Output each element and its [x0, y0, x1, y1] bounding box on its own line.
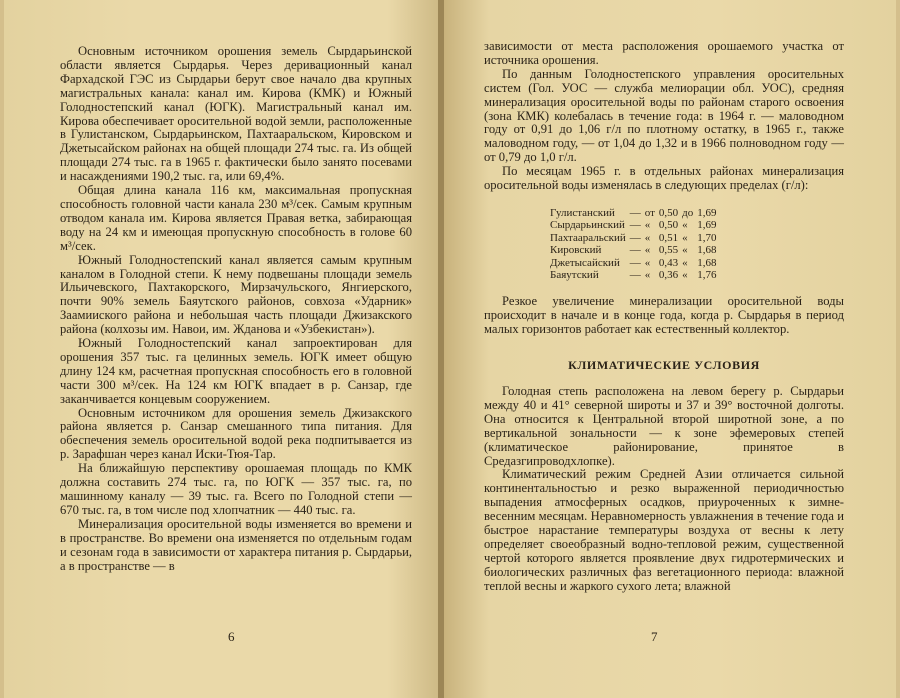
max-value: 1,69 [697, 206, 717, 219]
paragraph: Резкое увеличение минерализации оросительной воды происходит в начале и в конце года, когда р. Сырдарья в период малых горизонтов работает как естественный коллектор. [484, 294, 844, 337]
paragraph: Климатический режим Средней Азии отличается сильной континентальностью и резко выраженной периодичностью выпадения атмосферных осадков, приуроченных к зимне-весенним месяцам. Неравномерность увлажнения в течение года и быстрое нарастание температуры воздуха от весны к лету определяет своеобразный водно-тепловой режим, существенной чертой которого является проявление двух гидротермических и биологических различных фаз вегетационного периода: влажной теплой весны и жаркого сухого лета; влажной [484, 467, 844, 593]
paragraph: Основным источником для орошения земель Джизакского района является р. Санзар смешанного типа питания. Для обеспечения земель оросительной водой река подпитывается из р. Зарафшан через канал Иски-Тюя-Тар. [60, 405, 412, 462]
min-value: 0,50 [658, 219, 679, 232]
dash: — [629, 206, 641, 219]
to-word: « [682, 269, 688, 281]
min-value: 0,55 [658, 244, 679, 257]
table-row [550, 232, 721, 244]
from-word: « [644, 244, 651, 257]
paragraph: На ближайшую перспективу орошаемая площадь по КМК должна составить 274 тыс. га, по ЮГК — 357 тыс. га, по машинному каналу — 39 тыс. га. Всего по Голодной степи — 670 тыс. га, в том числе под хлопчатник — 440 тыс. га. [60, 461, 412, 517]
paragraph: По месяцам 1965 г. в отдельных районах минерализация оросительной воды изменялась в следующих пределах (г/л): [484, 164, 844, 193]
dash: — [629, 231, 641, 244]
from-word: « [644, 219, 651, 232]
dash: — [629, 219, 641, 232]
max-value: 1,76 [697, 269, 717, 281]
to-word: до [682, 206, 694, 219]
max-value: 1,68 [697, 244, 717, 257]
mineralization-table [550, 207, 721, 281]
paragraph: Голодная степь расположена на левом берегу р. Сырдарьи между 40 и 41° северной широты и 37 и 39° восточной долготы. Она относится к Центральной второй широтной зоне, а по вертикальной зональности — к зоне эфемеровых степей (климатическое районирование, принятое в Средазгипроводхлопке). [484, 384, 844, 468]
paragraph: Общая длина канала 116 км, максимальная пропускная способность головной части канала 230 м³/сек. Самым крупным отводом канала им. Кирова является Правая ветка, забирающая воду на 24 км и имеющая пропускную способность в голове 60 м³/сек. [60, 183, 412, 253]
from-word: « [644, 269, 651, 281]
max-value: 1,68 [697, 256, 717, 269]
district-name: Сырдарьинский [550, 219, 625, 232]
min-value: 0,50 [658, 206, 679, 219]
to-word: « [682, 231, 688, 244]
right-page [444, 0, 896, 698]
dash: — [629, 244, 641, 257]
district-name: Кировский [550, 244, 602, 257]
max-value: 1,69 [697, 219, 717, 232]
table-row [550, 269, 721, 281]
paragraph: По данным Голодностепского управления оросительных систем (Гол. УОС — служба мелиорации обл. УОС), средняя минерализация оросительной воды по районам старого освоения (зона КМК) колебалась в течение года: в 1964 г. — маловодном году от 0,91 до 1,06 г/л по плотному остатку, в 1965 г., также маловодном году, — от 1,04 до 1,32 и в 1966 полноводном году — от 0,79 до 1,0 г/л. [484, 66, 844, 165]
table-row [550, 207, 721, 219]
paragraph: зависимости от места расположения орошаемого участка от источника орошения. [484, 39, 844, 67]
min-value: 0,43 [658, 256, 679, 269]
page-number-left: 6 [228, 629, 235, 644]
table-row [550, 257, 721, 269]
to-word: « [682, 244, 688, 257]
table-row [550, 244, 721, 256]
to-word: « [682, 256, 688, 269]
dash: — [629, 256, 641, 269]
dash: — [629, 269, 641, 281]
left-page [4, 0, 440, 698]
from-word: « [644, 231, 651, 244]
district-name: Пахтааральский [550, 231, 626, 244]
district-name: Баяутский [550, 269, 599, 281]
left-page-text [60, 45, 412, 573]
district-name: Джетысайский [550, 256, 620, 269]
to-word: « [682, 219, 688, 232]
table-row [550, 219, 721, 231]
from-word: от [644, 206, 655, 219]
max-value: 1,70 [697, 231, 717, 244]
from-word: « [644, 256, 651, 269]
paragraph: Минерализация оросительной воды изменяется во времени и в пространстве. Во времени она изменяется по отдельным годам и сезонам года в зависимости от характера питания р. Сырдарьи, а в пространстве — в [60, 516, 412, 573]
paragraph: Основным источником орошения земель Сырдарьинской области является Сырдарья. Через деривационный канал Фархадской ГЭС из Сырдарьи берут свое начало два крупных магистральных канала: канал им. Кирова (КМК) и Южный Голодностепский канал (ЮГК). Магистральный канал им. Кирова обеспечивает оросительной водой земли, расположенные в Гулистанском, Сырдарьинском, Пахтааральском, Кировском и Джетысайском районах на общей площади 274 тыс. га. Из общей площади 274 тыс. га в 1965 г. фактически было занято посевами и насаждениями 190,2 тыс. га, или 69,4%. [60, 44, 412, 184]
min-value: 0,36 [658, 269, 679, 281]
section-heading: КЛИМАТИЧЕСКИЕ УСЛОВИЯ [568, 358, 760, 373]
page-number-right: 7 [651, 629, 658, 644]
min-value: 0,51 [658, 231, 679, 244]
right-page-text [484, 40, 844, 594]
paragraph: Южный Голодностепский канал является самым крупным каналом в Голодной степи. К нему подвешаны площади земель Ильичевского, Пахтакорского, Мирзачульского, Янгиерского, почти 90% земель Баяутского районов, совхоза «Ударник» Заамииского района и небольшая часть площади Джизакского района (колхозы им. Навои, им. Жданова и «Узбекистан»). [60, 252, 412, 337]
paragraph: Южный Голодностепский канал запроектирован для орошения 357 тыс. га целинных земель. ЮГК имеет общую длину 124 км, расчетная пропускная способность его в головной части 300 м³/сек. На 124 км ЮГК впадает в р. Санзар, где заканчивается концевым сооружением. [60, 336, 412, 406]
district-name: Гулистанский [550, 206, 615, 219]
